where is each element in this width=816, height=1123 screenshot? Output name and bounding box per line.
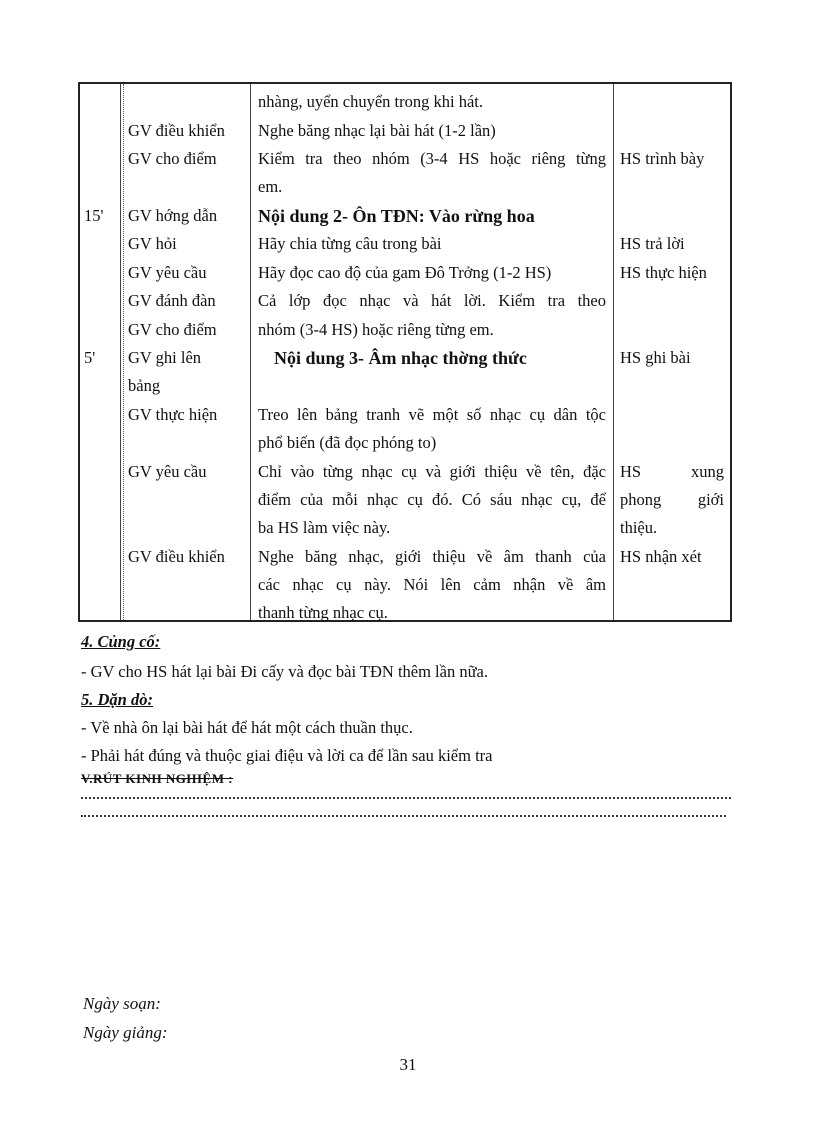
teacher-cell: bảng (128, 376, 161, 395)
student-cell: HS ghi bài (620, 348, 691, 367)
teacher-cell: GV hớng dẫn (128, 206, 218, 225)
content-cell: thanh từng nhạc cụ. (258, 603, 388, 622)
content-heading: Nội dung 2- Ôn TĐN: Vào rừng hoa (258, 206, 535, 226)
student-cell: HS nhận xét (620, 547, 702, 566)
teacher-cell: GV đánh đàn (128, 291, 216, 310)
column-divider (123, 84, 124, 620)
content-cell: Chỉ vào từng nhạc cụ và giới thiệu về tên, đặc (258, 462, 606, 481)
content-cell: điểm của mỗi nhạc cụ đó. Có sáu nhạc cụ, để (258, 490, 606, 509)
content-cell: Treo lên bảng tranh vẽ một số nhạc cụ dân tộc (258, 405, 606, 424)
section-5-line: - Về nhà ôn lại bài hát để hát một cách thuần thục. (81, 718, 413, 737)
teacher-cell: GV ghi lên (128, 348, 202, 367)
content-cell: em. (258, 177, 283, 196)
teacher-cell: GV yêu cầu (128, 263, 207, 282)
teacher-cell: GV cho điểm (128, 320, 217, 339)
section-4-line: - GV cho HS hát lại bài Đi cấy và đọc bài TĐN thêm lần nữa. (81, 662, 488, 681)
content-cell: Kiểm tra theo nhóm (3-4 HS hoặc riêng từng (258, 149, 606, 168)
teacher-cell: GV điều khiển (128, 121, 225, 140)
content-cell: phổ biến (đã đọc phóng to) (258, 433, 437, 452)
dotted-line (81, 815, 726, 817)
content-cell: nhàng, uyển chuyển trong khi hát. (258, 92, 483, 111)
section-5-title: 5. Dặn dò: (81, 690, 153, 709)
date-prepared-label: Ngày soạn: (83, 994, 161, 1013)
teacher-cell: GV điều khiển (128, 547, 225, 566)
column-divider (250, 84, 251, 620)
content-cell: các nhạc cụ này. Nói lên cảm nhận về âm (258, 575, 606, 594)
column-divider (120, 84, 121, 620)
content-cell: nhóm (3-4 HS) hoặc riêng từng em. (258, 320, 494, 339)
content-cell: Hãy chia từng câu trong bài (258, 234, 442, 253)
date-taught-label: Ngày giảng: (83, 1023, 168, 1042)
dotted-line (81, 797, 731, 799)
student-cell: HS trả lời (620, 234, 685, 253)
content-cell: Nghe băng nhạc lại bài hát (1-2 lần) (258, 121, 496, 140)
time-cell: 5' (84, 348, 96, 367)
content-heading: Nội dung 3- Âm nhạc thờng thức (274, 348, 527, 368)
teacher-cell: GV yêu cầu (128, 462, 207, 481)
content-cell: Cả lớp đọc nhạc và hát lời. Kiểm tra theo (258, 291, 606, 310)
student-cell: HS xung (620, 462, 724, 481)
section-5-line: - Phải hát đúng và thuộc giai điệu và lời ca để lần sau kiểm tra (81, 746, 493, 765)
content-cell: ba HS làm việc này. (258, 518, 391, 537)
content-cell: Hãy đọc cao độ của gam Đô Trởng (1-2 HS) (258, 263, 552, 282)
student-cell: HS thực hiện (620, 263, 707, 282)
section-4-title: 4. Củng cố: (81, 632, 161, 651)
student-cell: phong giới (620, 490, 724, 509)
section-v-title: V.RÚT KINH NGHIỆM : (81, 771, 234, 786)
page-number: 31 (399, 1055, 417, 1074)
column-divider (613, 84, 614, 620)
teacher-cell: GV cho điểm (128, 149, 217, 168)
teacher-cell: GV hỏi (128, 234, 177, 253)
student-cell: HS trình bày (620, 149, 705, 168)
student-cell: thiệu. (620, 518, 658, 537)
lesson-table (78, 82, 732, 622)
content-cell: Nghe băng nhạc, giới thiệu về âm thanh của (258, 547, 606, 566)
teacher-cell: GV thực hiện (128, 405, 218, 424)
time-cell: 15' (84, 206, 104, 225)
